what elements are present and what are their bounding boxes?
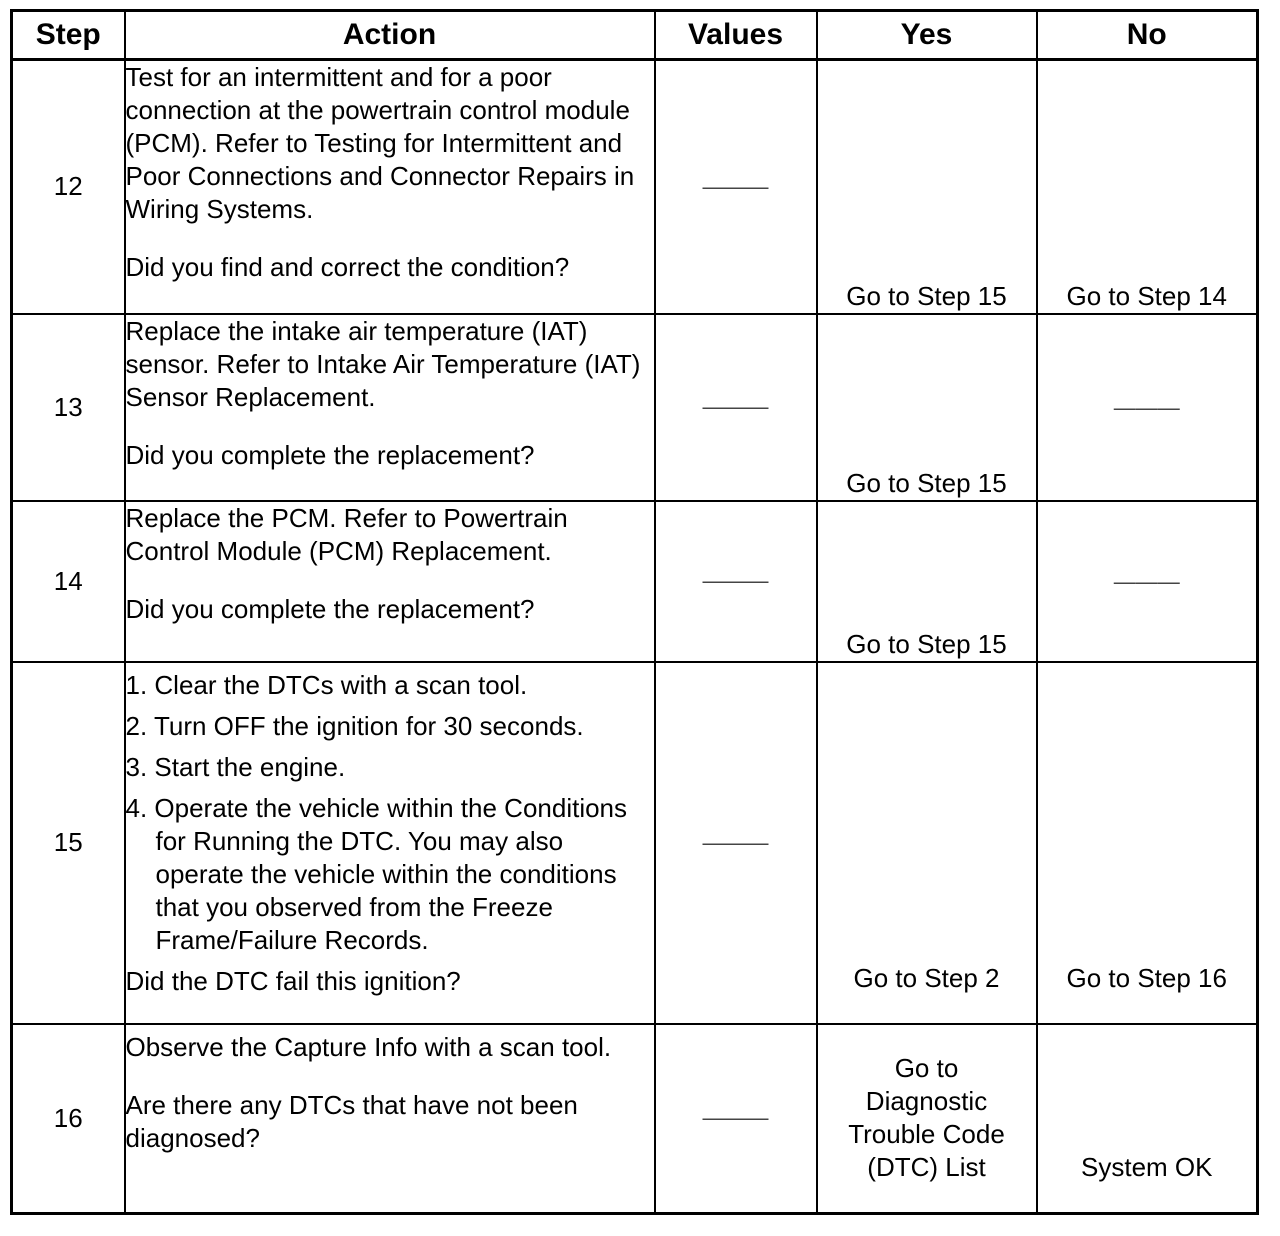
table-row — [12, 314, 1258, 501]
substep-item: 4. Operate the vehicle within the Conditions for Running the DTC. You may also operate the vehicle within the conditions that you observed from the Freeze Frame/Failure Records. — [125, 792, 628, 955]
no-cell: ——— — [1037, 314, 1258, 501]
no-cell: Go to Step 16 — [1037, 662, 1258, 1024]
step-number: 12 — [12, 60, 125, 314]
header-values: Values — [655, 11, 817, 60]
step-number: 15 — [12, 662, 125, 1024]
step-number: 14 — [12, 501, 125, 662]
header-yes: Yes — [817, 11, 1037, 60]
table-row — [12, 60, 1258, 314]
action-question: Did the DTC fail this ignition? — [125, 965, 461, 996]
step-number: 16 — [12, 1024, 125, 1214]
table-row — [12, 662, 1258, 1024]
no-cell: System OK — [1037, 1024, 1258, 1214]
yes-cell: Go to Diagnostic Trouble Code (DTC) List — [817, 1024, 1037, 1214]
yes-cell: Go to Step 2 — [817, 662, 1037, 1024]
action-cell — [125, 60, 655, 314]
action-question: Did you find and correct the condition? — [125, 252, 570, 282]
substep-item: 2. Turn OFF the ignition for 30 seconds. — [125, 710, 584, 741]
action-cell — [125, 501, 655, 662]
action-cell — [125, 1024, 655, 1214]
table-row — [12, 501, 1258, 662]
action-text: Test for an intermittent and for a poor connection at the powertrain control module (PCM). Refer to Testing for Intermittent and Poor Connections and Connector Repairs in Wiring Systems. — [125, 62, 635, 224]
action-question: Are there any DTCs that have not been diagnosed? — [125, 1089, 578, 1153]
diagnostic-table — [10, 9, 1259, 1215]
no-cell: Go to Step 14 — [1037, 60, 1258, 314]
values-cell: ——— — [655, 501, 817, 662]
substep-list — [126, 669, 654, 957]
action-cell — [125, 314, 655, 501]
header-step: Step — [12, 11, 125, 60]
action-question: Did you complete the replacement? — [125, 593, 535, 624]
header-no: No — [1037, 11, 1258, 60]
yes-cell: Go to Step 15 — [817, 60, 1037, 314]
substep-item: 1. Clear the DTCs with a scan tool. — [125, 669, 528, 700]
action-question: Did you complete the replacement? — [125, 439, 535, 470]
action-cell — [125, 662, 655, 1024]
yes-cell: Go to Step 15 — [817, 501, 1037, 662]
values-cell: ——— — [655, 1024, 817, 1214]
substep-item: 3. Start the engine. — [125, 751, 346, 782]
yes-cell: Go to Step 15 — [817, 314, 1037, 501]
values-cell: ——— — [655, 60, 817, 314]
action-text: Replace the PCM. Refer to Powertrain Control Module (PCM) Replacement. — [125, 502, 568, 566]
values-cell: ——— — [655, 662, 817, 1024]
values-cell: ——— — [655, 314, 817, 501]
header-action: Action — [125, 11, 655, 60]
action-text: Replace the intake air temperature (IAT) sensor. Refer to Intake Air Temperature (IAT) Sensor Replacement. — [125, 315, 641, 412]
no-cell: ——— — [1037, 501, 1258, 662]
action-text: Observe the Capture Info with a scan tool. — [125, 1031, 612, 1062]
step-number: 13 — [12, 314, 125, 501]
table-row — [12, 1024, 1258, 1214]
header-row — [12, 11, 1258, 60]
